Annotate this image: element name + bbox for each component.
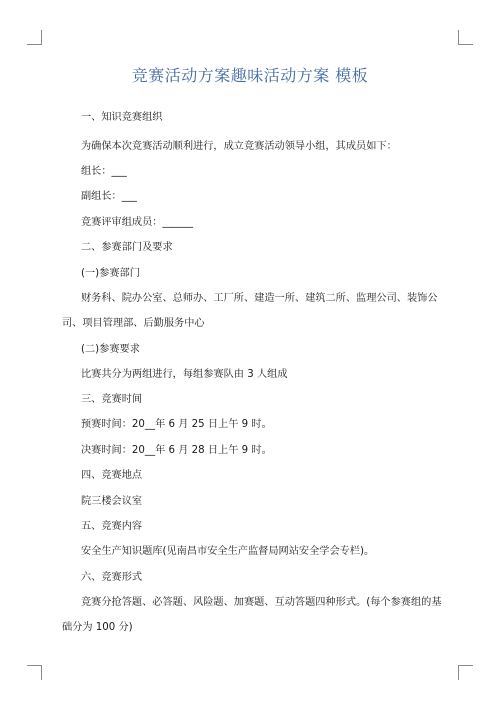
crop-mark-bottom-right <box>458 665 473 680</box>
subheading-requirements: (二)参赛要求 <box>81 344 140 355</box>
crop-mark-bottom-left <box>27 665 42 680</box>
section-heading-location: 四、竞赛地点 <box>81 470 143 481</box>
paragraph-deputy-leader: 副组长：___ <box>81 191 138 202</box>
paragraph-intro: 为确保本次竞赛活动顺利进行，成立竞赛活动领导小组，其成员如下： <box>81 141 397 152</box>
section-heading-organization: 一、知识竞赛组织 <box>81 112 163 123</box>
section-heading-content: 五、竞赛内容 <box>81 521 143 532</box>
paragraph-location: 院三楼会议室 <box>81 496 143 507</box>
subheading-departments: (一)参赛部门 <box>81 268 140 279</box>
crop-mark-top-right <box>458 30 473 45</box>
paragraph-prelim-time: 预赛时间：20__年 6 月 25 日上午 9 时。 <box>81 419 272 430</box>
paragraph-format-line2: 础分为 100 分) <box>62 622 133 633</box>
paragraph-leader: 组长：___ <box>81 166 127 177</box>
paragraph-format-line1: 竞赛分抢答题、必答题、风险题、加赛题、互动答题四种形式。(每个参赛组的基 <box>81 597 442 608</box>
paragraph-departments-line2: 司、项目管理部、后勤服务中心 <box>62 318 205 329</box>
section-heading-departments: 二、参赛部门及要求 <box>81 242 173 253</box>
paragraph-final-time: 决赛时间：20__年 6 月 28 日上午 9 时。 <box>81 445 272 456</box>
paragraph-departments-line1: 财务科、院办公室、总师办、工厂所、建造一所、建筑二所、监理公司、装饰公 <box>81 293 438 304</box>
section-heading-time: 三、竞赛时间 <box>81 394 143 405</box>
paragraph-judges: 竞赛评审组成员：______ <box>81 217 194 228</box>
section-heading-format: 六、竞赛形式 <box>81 572 143 583</box>
paragraph-content: 安全生产知识题库(见南昌市安全生产监督局网站安全学会专栏)。 <box>81 546 375 557</box>
document-title: 竞赛活动方案趣味活动方案 模板 <box>131 66 369 85</box>
paragraph-requirements: 比赛共分为两组进行，每组参赛队由 3 人组成 <box>81 369 288 380</box>
crop-mark-top-left <box>27 30 42 45</box>
